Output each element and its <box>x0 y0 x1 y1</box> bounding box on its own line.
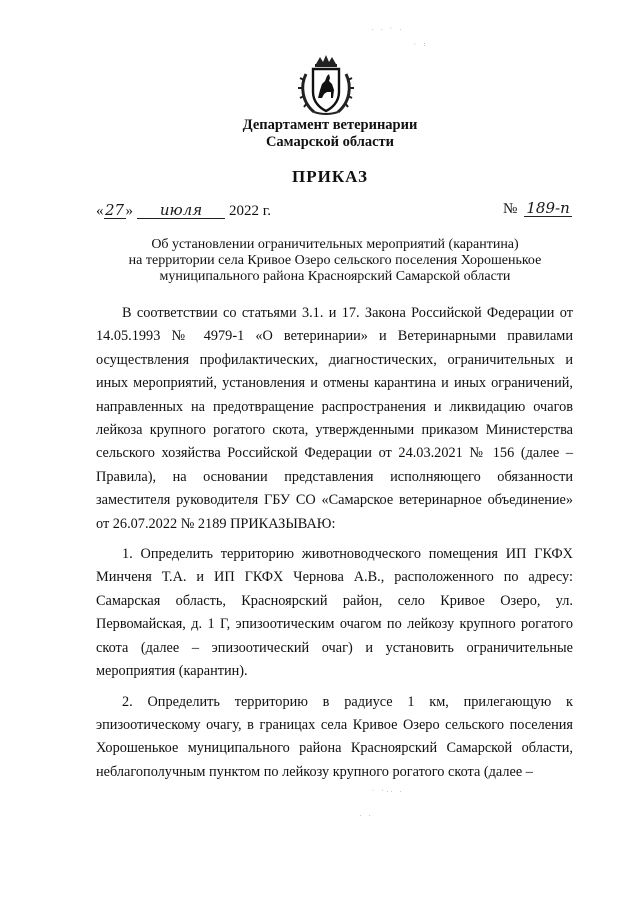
order-title: ПРИКАЗ <box>292 167 368 186</box>
order-number <box>503 201 572 218</box>
scan-speck: · ·.. . <box>372 788 405 794</box>
order-body <box>96 302 573 791</box>
order-date <box>96 203 271 220</box>
subject-line-1: Об установлении ограничительных мероприятий (карантина) <box>151 237 519 252</box>
number-prefix: № <box>503 201 518 217</box>
paragraph-preamble: В соответствии со статьями 3.1. и 17. Закона Российской Федерации от 14.05.1993 № 4979-1 «О ветеринарии» и Ветеринарными правилами осуществления профилактических, диагностических, ограничительных и иных мероприятий, установления и отмены карантина и иных ограничений, направленных на предотвращение распространения и ликвидацию очагов лейкоза крупного рогатого скота, утвержденными приказом Министерства сельского хозяйства Российской Федерации от 24.03.2021 № 156 (далее – Правила), на основании представления исполняющего обязанности заместителя руководителя ГБУ СО «Самарское ветеринарное объединение» от 26.07.2022 № 2189 ПРИКАЗЫВАЮ: <box>96 305 573 532</box>
date-open-quote: « <box>96 203 104 219</box>
number-value: 189-п <box>524 201 572 217</box>
scan-speck: . . · . <box>372 26 404 32</box>
paragraph-item-2: 2. Определить территорию в радиусе 1 км, прилегающую к эпизоотическому очагу, в границах села Кривое Озеро сельского поселения Хорошенькое муниципального района Красноярский Самарской области, неблагополучным пунктом по лейкозу крупного рогатого скота (далее – <box>96 693 573 780</box>
subject-line-2: на территории села Кривое Озеро сельского поселения Хорошенькое <box>128 253 542 268</box>
order-subject <box>100 237 570 285</box>
date-year: 2022 г. <box>229 203 271 219</box>
date-close-quote: » <box>125 203 133 219</box>
scan-speck: · : <box>414 42 429 48</box>
samara-coat-of-arms-icon <box>296 54 356 118</box>
date-month: июля <box>137 203 225 219</box>
department-line-1: Департамент ветеринарии <box>242 117 418 133</box>
department-name <box>180 117 480 151</box>
scan-speck: . . <box>360 812 374 818</box>
date-day: 27 <box>104 201 125 219</box>
paragraph-item-1: 1. Определить территорию животноводческого помещения ИП ГКФХ Минченя Т.А. и ИП ГКФХ Чернова А.В., расположенного по адресу: Самарская область, Красноярский район, село Кривое Озеро, ул. Первомайская, д. 1 Г, эпизоотическим очагом по лейкозу крупного рогатого скота (далее – эпизоотический очаг) и установить ограничительные мероприятия (карантин). <box>96 546 573 680</box>
subject-line-3: муниципального района Красноярский Самарской области <box>159 269 511 284</box>
department-line-2: Самарской области <box>265 134 395 150</box>
